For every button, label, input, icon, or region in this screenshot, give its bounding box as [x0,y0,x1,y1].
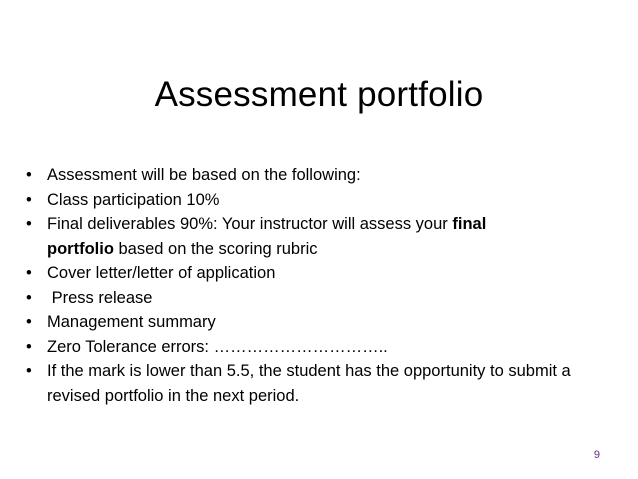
bullet-item [0,163,638,188]
bullet-icon [26,286,40,311]
bullet-text: Zero Tolerance errors: ………………………….. [47,337,388,356]
bullet-text: Final deliverables 90%: Your instructor will assess your [47,215,453,233]
bullet-list [0,163,638,408]
slide-title: Assessment portfolio [154,75,484,114]
bullet-item [0,310,638,335]
bullet-icon [26,310,40,335]
page-number: 9 [593,449,600,461]
bullet-text: Class participation 10% [47,190,220,209]
bullet-text: based on the scoring rubric [113,239,318,258]
bullet-text: Cover letter/letter of application [47,264,276,282]
bullet-text: Assessment will be based on the following: [47,166,361,184]
bullet-text-bold: portfolio [47,239,114,258]
bullet-item [0,212,638,261]
bullet-icon [26,163,40,188]
bullet-icon [26,261,40,286]
bullet-icon [26,188,40,213]
bullet-item [0,188,638,213]
bullet-item [0,335,638,360]
bullet-text: Press release [47,288,153,307]
bullet-text: Management summary [47,313,216,331]
bullet-text: If the mark is lower than 5.5, the student has the opportunity to submit a revised portfolio in the next period. [47,362,571,405]
bullet-item [0,261,638,286]
bullet-item [0,286,638,311]
bullet-icon [26,212,40,237]
bullet-icon [26,335,40,360]
bullet-icon [26,359,40,384]
bullet-item [0,359,638,408]
bullet-text-bold: final [452,215,487,233]
